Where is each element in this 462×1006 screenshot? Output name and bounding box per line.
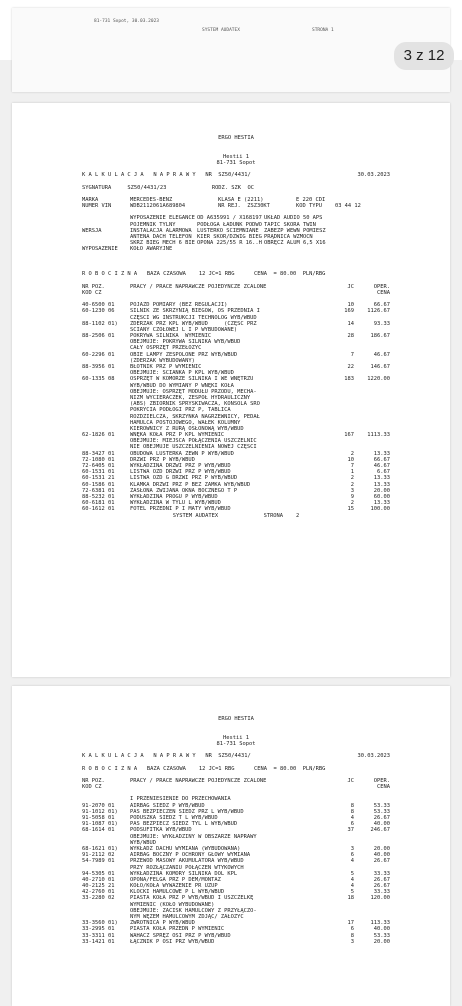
item-description: WYKŁADZINA PROGU P WYB/WBUD <box>130 493 218 500</box>
item-description: OBEJMUJE: ŚCIANKA P KPL WYB/WBUD <box>130 370 234 377</box>
item-code: 68-1614 01 <box>82 827 115 834</box>
vehicle-value: E 220 CDI <box>296 196 326 203</box>
item-description: PIASTA KOŁA PRZ P WYB/WBUD I USZCZELKĘ <box>130 895 254 902</box>
item-description: OBEJMUJE: POKRYWA SILNIKA WYB/WBUD <box>130 339 241 346</box>
item-price: 113.33 <box>370 920 390 927</box>
column-headers-2: KOD CZ CENA <box>82 289 390 296</box>
item-code: 33-3311 01 <box>82 932 115 939</box>
item-price: 46.67 <box>373 351 390 358</box>
item-description: OBIE LAMPY ZESPOLONE PRZ WYB/WBUD <box>130 351 238 358</box>
company-name: ERGO HESTIA <box>218 716 254 722</box>
item-description: OBEJMUJE: MIEJSCA POŁĄCZENIA USZCZELNIĆ <box>130 438 257 445</box>
vehicle-value: MERCEDES-BENZ <box>130 196 173 203</box>
item-code: 72-1080 01 <box>82 456 115 463</box>
vehicle-value: KLASA E (2211) <box>218 196 264 203</box>
item-description: ROZDZIELCZA, SKRZYNKA NAGRZEWNICY, PEDAŁ <box>130 413 260 420</box>
calculation-date: 30.03.2023 <box>357 753 390 760</box>
item-jc: 22 <box>347 364 354 371</box>
table-row <box>82 939 390 945</box>
item-description: HAMULCA POSTOJOWEGO, WAŁEK KOLUMNY <box>130 419 241 426</box>
item-description: POKRYCIA PODŁOGI PRZ P, TABLICA <box>130 407 231 414</box>
item-price: 26.67 <box>373 876 390 883</box>
item-description: LISTWA OZD DRZWI PRZ P WYB/WBUD <box>130 469 231 476</box>
company-name: ERGO HESTIA <box>218 135 254 141</box>
equipment-item: INSTALACJA ALARMOWA <box>130 227 192 234</box>
item-code: 72-6405 01 <box>82 463 115 470</box>
item-price: 53.33 <box>373 802 390 809</box>
item-description: LISTWA OZD G DRZWI PRZ P WYB/WBUD <box>130 475 238 482</box>
vehicle-key: MARKA <box>82 196 99 203</box>
item-jc: 6 <box>350 852 354 859</box>
item-description: ZWROTNICA P WYB/WBUD <box>130 920 195 927</box>
item-price: 66.67 <box>373 302 390 309</box>
item-jc: 2 <box>350 500 354 507</box>
equipment-item: ANTENA DACH TELEFON <box>130 234 192 240</box>
item-jc: 8 <box>350 802 354 809</box>
calculation-date: 30.03.2023 <box>357 172 390 179</box>
equipment-item: SKRZ BIEG MECH 6 BIE <box>130 240 195 247</box>
item-description: ZDERZAK PRZ KPL WYB/WBUD (CZĘŚĆ PRZ <box>130 320 257 327</box>
item-jc: 167 <box>344 432 354 439</box>
item-description: I PRZENIESIENIE DO PRZECHOWANIA <box>130 796 231 803</box>
equipment-item: KOŁO AWARYJNE <box>130 246 173 253</box>
item-price: 53.33 <box>373 932 390 939</box>
item-code: 60-1531 21 <box>82 475 115 482</box>
item-jc: 3 <box>350 938 354 945</box>
item-price: 26.67 <box>373 858 390 865</box>
item-description: WYB/WBUD DO WYMIANY P WNĘKI KOŁA <box>130 382 234 389</box>
item-jc: 8 <box>350 932 354 939</box>
item-code: 40-6500 01 <box>82 302 115 309</box>
item-jc: 4 <box>350 858 354 865</box>
header-middle: SYSTEM AUDATEX <box>202 28 240 33</box>
item-jc: 10 <box>347 302 354 309</box>
item-description: WNĘKA KOŁA PRZ P KPL WYMIENIĆ <box>130 432 225 439</box>
repair-items-list <box>82 302 390 512</box>
item-jc: 4 <box>350 876 354 883</box>
page-footer: SYSTEM AUDATEX STRONA 2 <box>172 512 300 519</box>
document-page-2 <box>12 103 450 677</box>
item-description: KOŁO/KOŁA WYWAŻENIE PR UZUP <box>130 883 218 890</box>
equipment-item: PODŁOGA ŁADUNK PODWÓ <box>197 221 262 228</box>
item-price: 13.33 <box>373 481 390 488</box>
item-description: WAHACZ SPRĘŻ OSI PRZ P WYB/WBUD <box>130 932 231 939</box>
item-code: 88-2506 01 <box>82 333 115 340</box>
item-jc: 9 <box>350 493 354 500</box>
item-description: OBUDOWA LUSTERKA ZEWN P WYB/WBUD <box>130 450 234 457</box>
item-code: 91-1087 01) <box>82 821 118 828</box>
item-price: 100.00 <box>370 506 390 513</box>
item-price: 1126.67 <box>367 308 390 315</box>
labour-rate-line: R O B O C I Z N A BAZA CZASOWA 12 JC=1 RBG CENA = 80.00 PLN/RBG <box>82 271 326 278</box>
item-code: 60-6181 01 <box>82 500 115 507</box>
item-code: 88-3427 01 <box>82 450 115 457</box>
equipment-item: KIER SKÓR/DŹWIG BIEG <box>197 234 262 240</box>
item-description: WYMIENIĆ (KOŁO WYBUDOWANE) <box>130 901 215 908</box>
item-description: PRZEWÓD MASOWY AKUMULATORA WYB/WBUD <box>130 858 244 865</box>
item-price: 66.67 <box>373 456 390 463</box>
calculation-title: K A L K U L A C J A N A P R A W Y NR SZ50/4431/ 30.03.2023 <box>82 172 390 179</box>
vehicle-value: WDB2112061A689804 <box>130 203 186 210</box>
item-code: 88-1102 01) <box>82 320 118 327</box>
item-jc: 5 <box>350 889 354 896</box>
item-code: 88-3956 01 <box>82 364 115 371</box>
item-description: ZASŁONA ZWIJANA OKNA BOCZNEGO T P <box>130 487 238 494</box>
item-price: 13.33 <box>373 475 390 482</box>
item-code: 40-2710 01 <box>82 876 115 883</box>
item-description: KIEROWNICY Z RURĄ OSŁONOWĄ WYB/WBUD <box>130 425 244 432</box>
address-line-2: 81-731 Sopot <box>216 159 256 166</box>
item-description: DRZWI PRZ P WYB/WBUD <box>130 456 195 463</box>
item-price: 40.00 <box>373 821 390 828</box>
item-price: 6.67 <box>377 469 390 476</box>
item-description: FOTEL PRZEDNI P I MATY WYB/WBUD <box>130 506 231 513</box>
column-headers-2: KOD CZ CENA <box>82 784 390 791</box>
item-code: 42-2760 01 <box>82 889 115 896</box>
equipment-block <box>82 215 390 265</box>
item-price: 33.33 <box>373 889 390 896</box>
item-description: WYKŁADZINA DRZWI PRZ P WYB/WBUD <box>130 463 231 470</box>
item-jc: 14 <box>347 320 354 327</box>
item-jc: 18 <box>347 895 354 902</box>
equipment-item: LUSTERKO ŚCIEMNIANE <box>197 227 259 234</box>
item-code: 62-1826 01 <box>82 432 115 439</box>
item-code: 60-1230 06 <box>82 308 115 315</box>
item-jc: 28 <box>347 333 354 340</box>
address-line-1: Hestii 1 <box>223 734 249 741</box>
item-price: 186.67 <box>370 333 390 340</box>
item-jc: 1 <box>350 469 354 476</box>
item-description: PRZY ROZŁĄCZANIU POŁĄCZEŃ WTYKOWYCH <box>130 864 244 871</box>
table-row <box>82 506 390 512</box>
item-code: 94-5305 01 <box>82 870 115 877</box>
item-description: OBEJMUJE: ZACISK HAMULCOWY Z PRZYŁĄCZO- <box>130 907 257 914</box>
item-code: 54-7989 01 <box>82 858 115 865</box>
item-description: CAŁY OSPRZĘT PRZEŁOŻYĆ <box>130 345 202 352</box>
item-description: PODSUFITKA WYB/WBUD <box>130 827 192 834</box>
item-jc: 15 <box>347 506 354 513</box>
header-left: 81-731 Sopot, 30.03.2023 <box>94 19 160 24</box>
item-code: 60-1335 08 <box>82 376 115 383</box>
item-price: 246.67 <box>370 827 390 834</box>
equipment-item: OD A635991 / X168197 <box>197 215 262 222</box>
wersja-label: WERSJA <box>82 227 102 234</box>
item-code: 33-2995 01 <box>82 926 115 933</box>
page-indicator: 3 z 12 <box>394 42 454 70</box>
item-price: 53.33 <box>373 808 390 815</box>
item-code: 91-5058 01 <box>82 815 115 821</box>
item-description: WYKŁADZ DACHU WYMIANA (WYBUDOWANA) <box>130 845 241 852</box>
item-price: 40.00 <box>373 852 390 859</box>
item-jc: 6 <box>350 821 354 828</box>
item-code: 72-6381 01 <box>82 487 115 494</box>
item-description: CZĘŚCI WG INSTRUKCJI TECHNOLOG WYB/WBUD <box>130 314 257 321</box>
item-price: 20.00 <box>373 938 390 945</box>
equipment-item <box>264 246 331 252</box>
item-jc: 8 <box>350 808 354 815</box>
item-jc: 2 <box>350 450 354 457</box>
item-code: 60-1531 01 <box>82 469 115 476</box>
item-code: 33-2280 02 <box>82 895 115 902</box>
item-price: 26.67 <box>373 815 390 821</box>
item-code: 60-1612 01 <box>82 506 115 513</box>
item-jc: 6 <box>350 926 354 933</box>
equipment-item: UKŁAD AUDIO 50 APS <box>264 215 323 222</box>
item-jc: 169 <box>344 308 354 315</box>
address-line-1: Hestii 1 <box>223 153 249 160</box>
item-description: AIRBAG BOCZNY P OCHRONY GŁOWY WYMIANA <box>130 852 251 859</box>
item-description: (ABS) ZBIORNIK SPRYSKIWACZA, KONSOLA ŚRO <box>130 401 260 408</box>
item-code: 33-3560 01) <box>82 920 118 927</box>
item-description: WYB/WBUD <box>130 839 156 846</box>
item-price: 60.00 <box>373 493 390 500</box>
item-description: POJAZD POMIARY (BEZ REGULACJI) <box>130 302 228 309</box>
item-jc: 2 <box>350 481 354 488</box>
item-description: OPONA/FELGA PRZ P DEM/MONTAŻ <box>130 876 221 883</box>
item-code: 91-2070 01 <box>82 802 115 809</box>
signature-line: SYGNATURA SZ50/4431/23 RODZ. SZK OC <box>82 184 255 191</box>
item-price: 13.33 <box>373 450 390 457</box>
item-price: 93.33 <box>373 320 390 327</box>
equipment-item: WYPOSAŻENIE ELEGANCE <box>130 215 195 222</box>
equipment-item: TAPIC SKÓRA TWIN <box>264 221 316 228</box>
item-price: 1113.33 <box>367 432 390 439</box>
equipment-item: OBRĘCZ ALUM 6,5 X16 <box>264 240 326 247</box>
item-jc: 3 <box>350 487 354 494</box>
item-jc: 37 <box>347 827 354 834</box>
item-price: 46.67 <box>373 463 390 470</box>
item-jc: 17 <box>347 920 354 927</box>
item-price: 20.00 <box>373 845 390 852</box>
item-description: PODUSZKA SIEDZ T L WYB/WBUD <box>130 815 218 821</box>
item-description: ŁĄCZNIK P OSI PRZ WYB/WBUD <box>130 938 215 945</box>
item-description: NYM WĘŻEM HAMULCOWYM ZDJĄĆ/ ZAŁOŻYĆ <box>130 914 244 920</box>
previous-page <box>12 8 450 92</box>
vehicle-info <box>82 197 390 209</box>
item-price: 20.00 <box>373 487 390 494</box>
item-price: 26.67 <box>373 883 390 890</box>
item-description: WYKŁADZINA KOMORY SILNIKA DOL KPL <box>130 870 238 877</box>
equipment-row <box>130 246 390 252</box>
header-right: STRONA 1 <box>312 28 334 33</box>
item-price: 33.33 <box>373 870 390 877</box>
item-description: PIASTA KOŁA PRZEDN P WYMIENIĆ <box>130 926 225 933</box>
item-jc: 7 <box>350 351 354 358</box>
item-code: 91-1012 01) <box>82 808 118 815</box>
item-description: PAS BEZPIECZ SIEDZ TYL L WYB/WBUD <box>130 821 238 828</box>
column-headers: NR POZ. PRACY / PRACE NAPRAWCZE POJEDYNCZE ZCALONE JC OPER. <box>82 777 390 784</box>
item-description: OBEJMUJE: WYKŁADZINY W OBSZARZE NAPRAWY <box>130 833 257 840</box>
item-jc: 5 <box>350 870 354 877</box>
vehicle-value: KOD TYPU 03 44 12 <box>296 203 361 210</box>
item-code: 91-2112 02 <box>82 852 115 859</box>
item-price: 146.67 <box>370 364 390 371</box>
item-code: 68-1621 01) <box>82 845 118 852</box>
item-description: NIE OBEJMUJE USZCZELNIENIA NOWEJ CZĘŚCI <box>130 444 257 451</box>
equipment-item <box>197 246 264 252</box>
item-price: 13.33 <box>373 500 390 507</box>
item-jc: 4 <box>350 883 354 890</box>
item-description: ŚCIANY CZOŁOWEJ L I P WYBUDOWANE) <box>130 326 238 333</box>
item-code: 33-1421 01 <box>82 938 115 945</box>
equipment-item: PRĄDNICA WZMOCN <box>264 234 313 240</box>
vehicle-key: NUMER VIN <box>82 203 112 210</box>
equipment-item: POJEMNIK TYLNY <box>130 221 176 228</box>
item-description: AIRBAG SIEDZ P WYB/WBUD <box>130 802 205 809</box>
item-code: 60-1586 01 <box>82 481 115 488</box>
item-description: OSPRZĘT W KOMORZE SILNIKA I WE WNĘTRZU <box>130 376 254 383</box>
address-line-2: 81-731 Sopot <box>216 740 256 747</box>
item-jc: 2 <box>350 475 354 482</box>
item-jc: 7 <box>350 463 354 470</box>
item-code: 60-2296 01 <box>82 351 115 358</box>
item-jc: 183 <box>344 376 354 383</box>
item-code: 40-2125 21 <box>82 883 115 890</box>
item-jc: 3 <box>350 845 354 852</box>
item-description: POKRYWA SILNIKA WYMIENIĆ <box>130 333 212 340</box>
item-description: BŁOTNIK PRZ P WYMIENIĆ <box>130 364 202 371</box>
item-jc: 10 <box>347 456 354 463</box>
item-description: OBEJMUJE: OSPRZĘT MODUŁU PRZODU, MECHA- <box>130 388 257 395</box>
item-description: (ZDERZAK WYBUDOWANY) <box>130 357 195 364</box>
wyposazenie-label: WYPOSAŻENIE <box>82 246 118 253</box>
equipment-item: ZABEZP WEWN POMIESZ <box>264 227 326 234</box>
column-headers: NR POZ. PRACY / PRACE NAPRAWCZE POJEDYNCZE ZCALONE JC OPER. <box>82 283 390 290</box>
labour-rate-line: R O B O C I Z N A BAZA CZASOWA 12 JC=1 RBG CENA = 80.00 PLN/RBG <box>82 765 326 772</box>
item-description: SILNIK ZE SKRZYNIĄ BIEGÓW, OS PRZEDNIA I <box>130 308 260 315</box>
item-description: KLAMKA DRZWI PRZ P BEZ ZAMKA WYB/WBUD <box>130 481 251 488</box>
equipment-item: OPONA 225/55 R 16..H <box>197 240 262 247</box>
calculation-title: K A L K U L A C J A N A P R A W Y NR SZ50/4431/ 30.03.2023 <box>82 753 390 760</box>
item-jc: 4 <box>350 815 354 821</box>
item-description: KLOCKI HAMULCOWE P L WYB/WBUD <box>130 889 225 896</box>
document-page-3 <box>12 686 450 1006</box>
item-price: 1220.00 <box>367 376 390 383</box>
item-price: 40.00 <box>373 926 390 933</box>
vehicle-value: NR REJ. ZSZ30KT <box>218 203 270 210</box>
vehicle-row <box>82 203 390 209</box>
item-description: NIZM WYCIERACZEK, ZESPÓŁ HYDRAULICZNY <box>130 394 251 401</box>
repair-items-list <box>82 796 390 945</box>
item-description: PAS BEZPIECZEŃ SIEDZ PRZ L WYB/WBUD <box>130 808 244 815</box>
item-description: WYKŁADZINA W TYLU L WYB/WBUD <box>130 500 221 507</box>
item-price: 120.00 <box>370 895 390 902</box>
item-code: 88-5232 01 <box>82 493 115 500</box>
